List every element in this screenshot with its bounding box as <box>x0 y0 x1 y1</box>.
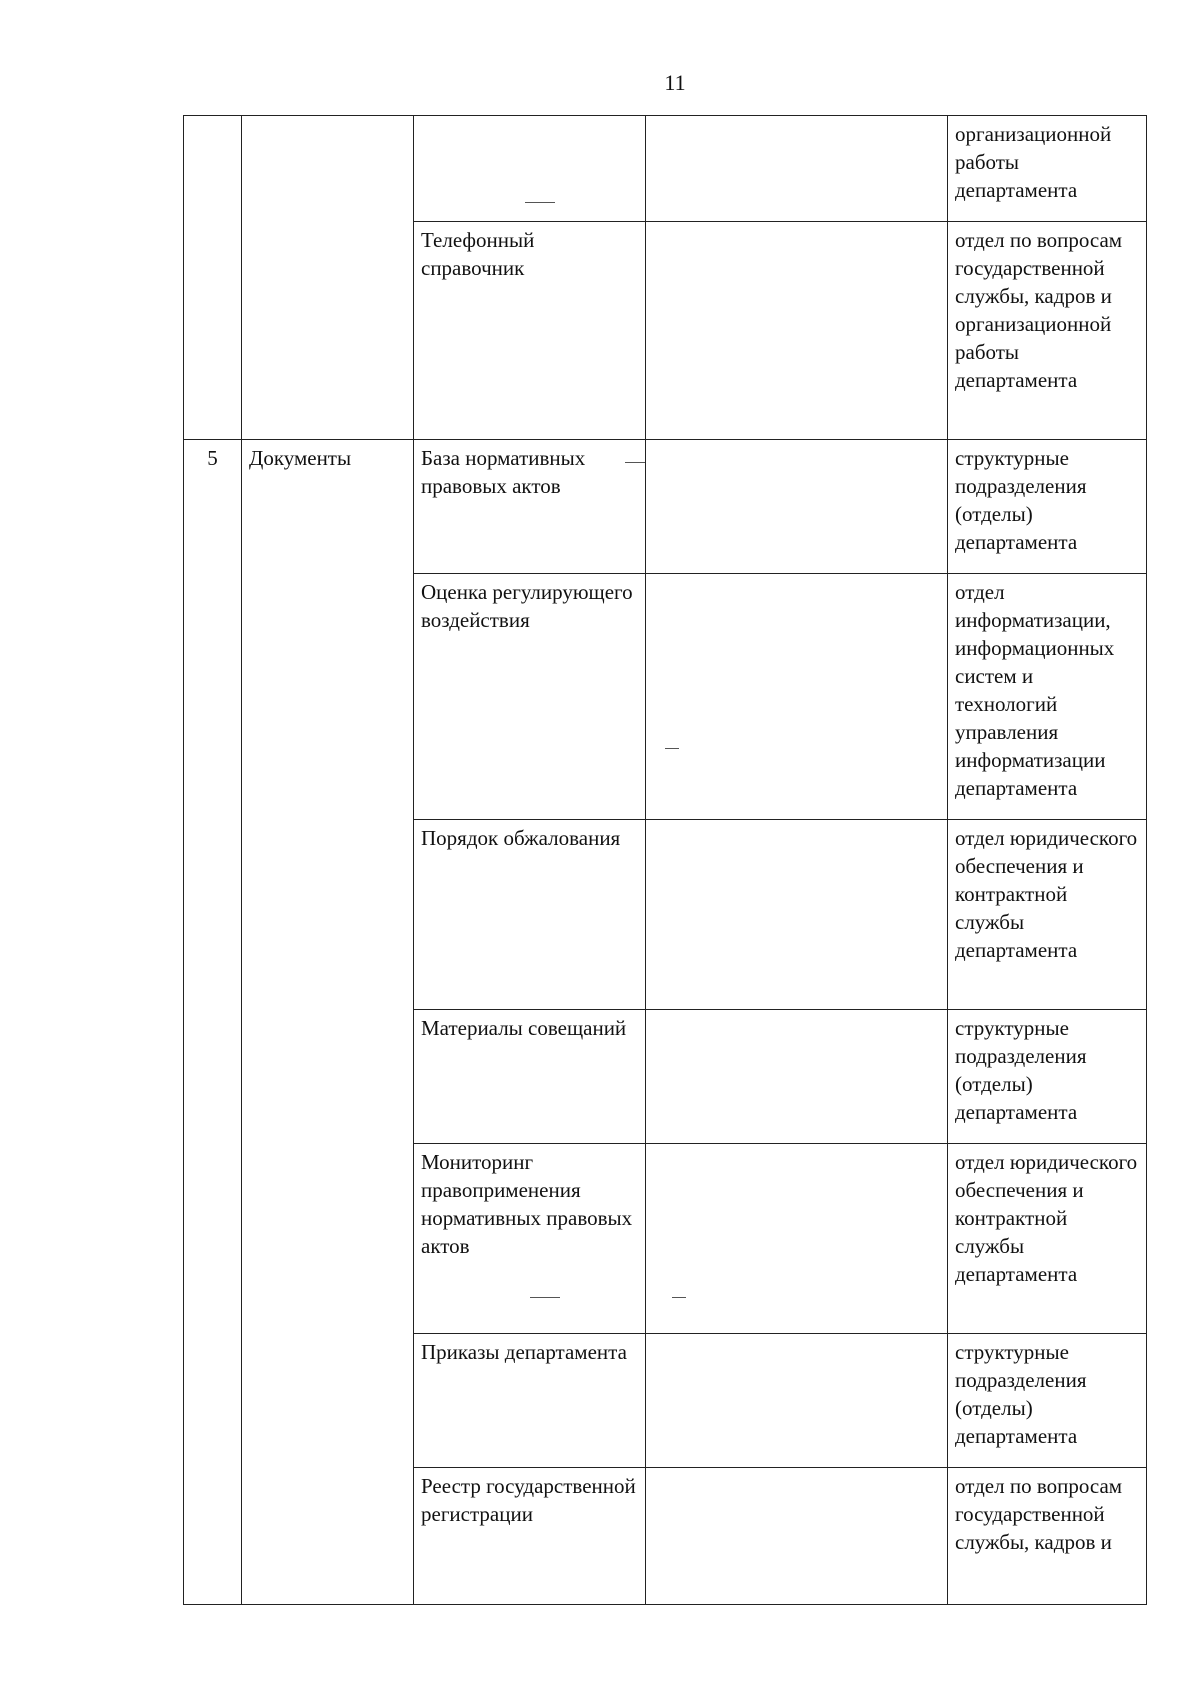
row-number-cell <box>184 116 242 440</box>
section-cell <box>242 116 414 440</box>
row-number-cell: 5 <box>184 440 242 1605</box>
link-cell <box>646 1334 948 1468</box>
link-cell <box>646 820 948 1010</box>
service-cell: Приказы департамента <box>414 1334 646 1468</box>
service-cell: Оценка регулирующего воздействия <box>414 574 646 820</box>
link-cell <box>646 116 948 222</box>
responsible-cell: структурные подразделения (отделы) департамента <box>948 440 1147 574</box>
responsible-cell: структурные подразделения (отделы) департамента <box>948 1010 1147 1144</box>
service-cell: Мониторинг правоприменения нормативных правовых актов <box>414 1144 646 1334</box>
responsible-cell: отдел юридического обеспечения и контрактной службы департамента <box>948 1144 1147 1334</box>
scan-mark <box>530 1297 560 1298</box>
responsible-cell: отдел юридического обеспечения и контрактной службы департамента <box>948 820 1147 1010</box>
responsible-cell: структурные подразделения (отделы) департамента <box>948 1334 1147 1468</box>
responsible-cell: организационной работы департамента <box>948 116 1147 222</box>
service-cell: Телефонный справочник <box>414 222 646 440</box>
link-cell <box>646 1010 948 1144</box>
responsible-cell: отдел информатизации, информационных систем и технологий управления информатизации департамента <box>948 574 1147 820</box>
link-cell <box>646 222 948 440</box>
scan-mark <box>525 202 555 203</box>
service-cell: Реестр государственной регистрации <box>414 1468 646 1605</box>
section-cell: Документы <box>242 440 414 1605</box>
services-table <box>183 115 1147 1605</box>
table-row <box>184 440 1147 574</box>
link-cell <box>646 440 948 574</box>
responsible-cell: отдел по вопросам государственной службы, кадров и организационной работы департамента <box>948 222 1147 440</box>
service-cell <box>414 116 646 222</box>
page-number: 11 <box>664 70 686 95</box>
scan-mark <box>665 748 679 749</box>
link-cell <box>646 1144 948 1334</box>
service-cell: Порядок обжалования <box>414 820 646 1010</box>
responsible-cell: отдел по вопросам государственной службы, кадров и <box>948 1468 1147 1605</box>
service-cell: Материалы совещаний <box>414 1010 646 1144</box>
link-cell <box>646 1468 948 1605</box>
table-row <box>184 116 1147 222</box>
scan-mark <box>625 462 645 463</box>
scan-mark <box>672 1297 686 1298</box>
link-cell <box>646 574 948 820</box>
service-cell: База нормативных правовых актов <box>414 440 646 574</box>
